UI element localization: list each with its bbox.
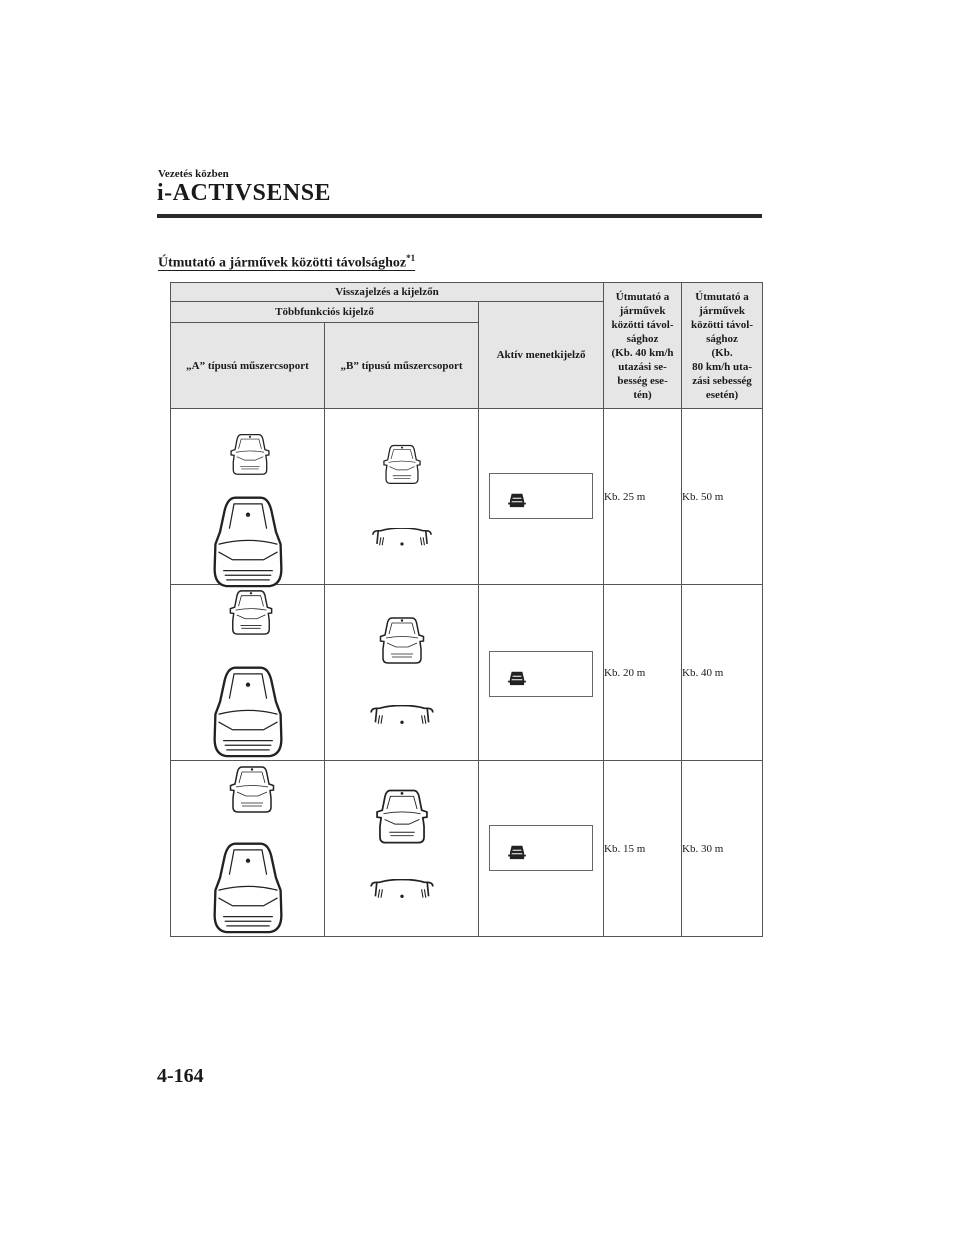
header-guide-40-line: utazási se- (618, 360, 667, 373)
header-multi-info-display: Többfunkciós kijelző (171, 302, 479, 323)
chapter-title: i-ACTIVSENSE (157, 180, 332, 206)
footnote-mark: *1 (406, 253, 416, 263)
preceding-car-icon (228, 432, 272, 476)
type-a-illustration (171, 761, 325, 937)
header-guide-40-line: sághoz (626, 332, 659, 345)
header-guide-80-line: (Kb. (711, 346, 733, 359)
preceding-car-icon (373, 787, 431, 845)
header-type-a-cluster: „A” típusú műszercsoport (171, 323, 325, 409)
active-driving-display-panel (489, 473, 593, 519)
header-guide-80 (682, 283, 763, 409)
preceding-car-icon (508, 492, 526, 508)
header-guide-80-line: zási sebesség (692, 374, 752, 387)
preceding-car-icon (381, 443, 423, 485)
active-driving-display-illustration (479, 409, 604, 585)
header-active-driving-display: Aktív menetkijelző (479, 302, 604, 409)
own-car-icon (209, 663, 287, 760)
preceding-car-icon (377, 615, 427, 665)
active-driving-display-panel (489, 651, 593, 697)
type-b-illustration (325, 409, 479, 585)
preceding-car-icon (227, 588, 275, 636)
preceding-car-icon (508, 670, 526, 686)
type-b-illustration (325, 761, 479, 937)
header-guide-40-line: közötti távol- (611, 318, 674, 331)
type-b-illustration (325, 585, 479, 761)
type-a-illustration (171, 409, 325, 585)
own-car-hood-icon (369, 528, 435, 548)
table-row (171, 585, 763, 761)
active-driving-display-illustration (479, 585, 604, 761)
header-guide-80-line: járművek (699, 304, 745, 317)
header-guide-40-line: (Kb. 40 km/h (611, 346, 674, 359)
header-guide-40-line: besség ese- (617, 374, 668, 387)
header-guide-80-line: közötti távol- (691, 318, 754, 331)
header-guide-80-line: 80 km/h uta- (692, 360, 752, 373)
header-guide-40-line: tén) (633, 388, 652, 401)
header-guide-40 (604, 283, 682, 409)
header-guide-40-line: Útmutató a (615, 290, 670, 303)
own-car-icon (209, 493, 287, 590)
table-row (171, 409, 763, 585)
title-rule (157, 214, 762, 218)
distance-at-80kmh: Kb. 30 m (682, 761, 763, 937)
header-type-b-cluster: „B” típusú műszercsoport (325, 323, 479, 409)
type-a-illustration (171, 585, 325, 761)
table-row (171, 761, 763, 937)
active-driving-display-panel (489, 825, 593, 871)
page-number: 4-164 (157, 1065, 204, 1087)
own-car-hood-icon (367, 879, 437, 901)
distance-guide-table (170, 282, 763, 937)
header-row-1 (171, 283, 763, 302)
distance-at-80kmh: Kb. 40 m (682, 585, 763, 761)
own-car-hood-icon (367, 705, 437, 727)
preceding-car-icon (227, 764, 277, 814)
header-display-feedback: Visszajelzés a kijelzőn (171, 283, 604, 302)
own-car-icon (209, 839, 287, 936)
header-guide-80-line: Útmutató a (695, 290, 749, 303)
active-driving-display-illustration (479, 761, 604, 937)
distance-at-40kmh: Kb. 25 m (604, 409, 682, 585)
subsection-title-text: Útmutató a járművek közötti távolsághoz (158, 255, 407, 271)
preceding-car-icon (508, 844, 526, 860)
distance-at-80kmh: Kb. 50 m (682, 409, 763, 585)
section-label: Vezetés közben (158, 168, 229, 180)
distance-at-40kmh: Kb. 15 m (604, 761, 682, 937)
header-guide-80-line: sághoz (706, 332, 738, 345)
distance-at-40kmh: Kb. 20 m (604, 585, 682, 761)
subsection-title (158, 253, 415, 272)
header-guide-80-line: esetén) (705, 388, 739, 401)
header-guide-40-line: járművek (619, 304, 666, 317)
